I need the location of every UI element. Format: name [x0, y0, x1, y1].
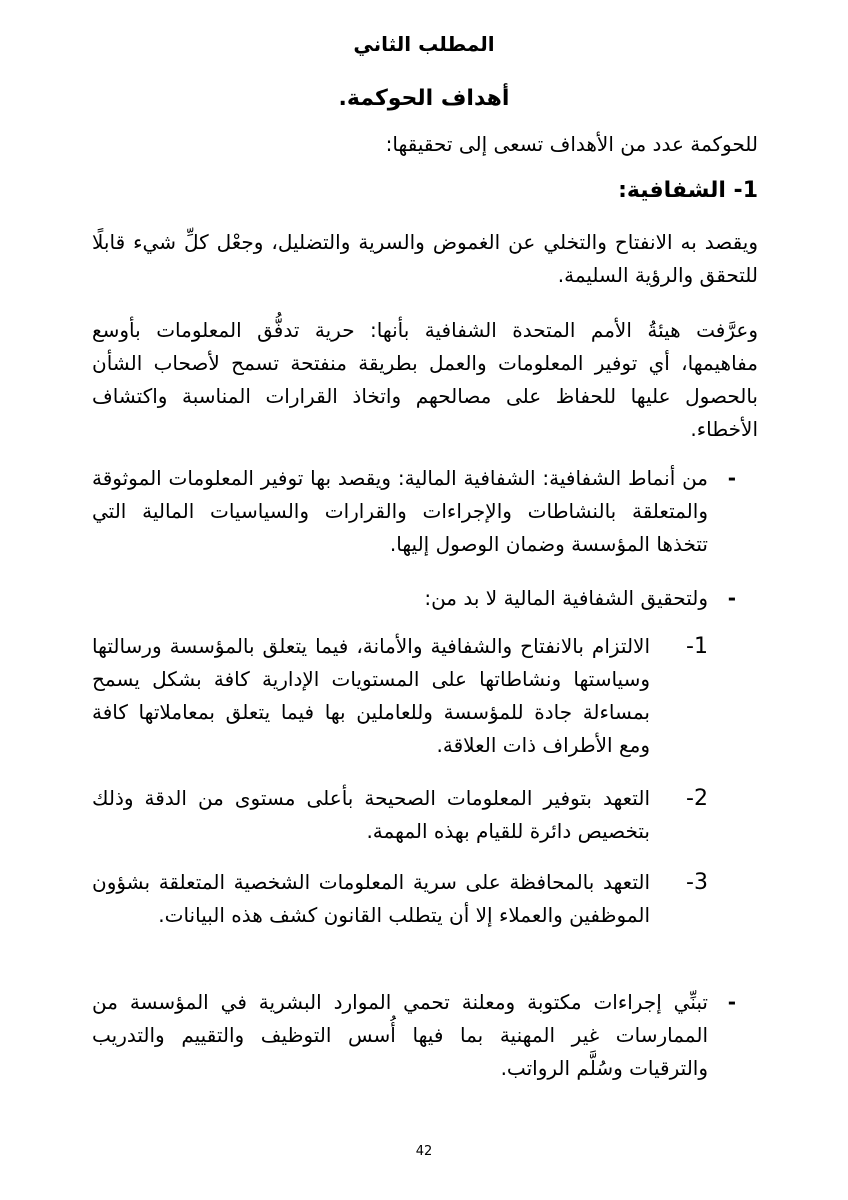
bullet-text: تبنِّي إجراءات مكتوبة ومعلنة تحمي الموارد البشرية في المؤسسة من الممارسات غير المهنية بما فيها أُسس التوظيف والتقييم والتدريب والترقيات وسُلَّم الرواتب. [92, 990, 708, 1080]
bullet-text: من أنماط الشفافية: الشفافية المالية: ويقصد بها توفير المعلومات الموثوقة والمتعلقة بالنشاطات والإجراءات والقرارات والسياسيات المالية التي تتخذها المؤسسة وضمان الوصول إليها. [92, 466, 708, 556]
numbered-text: التعهد بالمحافظة على سرية المعلومات الشخصية المتعلقة بشؤون الموظفين والعملاء إلا أن يتطلب القانون كشف هذه البيانات. [92, 870, 650, 927]
intro-paragraph: للحوكمة عدد من الأهداف تسعى إلى تحقيقها: [385, 132, 758, 156]
numbered-item [92, 630, 758, 762]
numbered-text: التعهد بتوفير المعلومات الصحيحة بأعلى مستوى من الدقة وذلك بتخصيص دائرة للقيام بهذه المهمة. [92, 786, 650, 843]
numbered-item [92, 782, 758, 848]
numbered-item [92, 866, 758, 932]
page-number: 42 [415, 1144, 433, 1159]
bullet-text: ولتحقيق الشفافية المالية لا بد من: [424, 586, 708, 610]
bullet-item [92, 582, 758, 615]
paragraph-un-definition: وعرَّفت هيئةُ الأمم المتحدة الشفافية بأنها: حرية تدفُّق المعلومات بأوسع مفاهيمها، أي توفير المعلومات والعمل بطريقة منفتحة تسمح لأصحاب الشأن بالحصول عليها للحفاظ على مصالحهم واتخاذ القرارات المناسبة واكتشاف الأخطاء. [92, 318, 758, 441]
paragraph-definition: ويقصد به الانفتاح والتخلي عن الغموض والسرية والتضليل، وجعْل كلِّ شيء قابلًا للتحقق والرؤية السليمة. [92, 230, 758, 287]
number-marker: 3- [686, 870, 708, 895]
numbered-text: الالتزام بالانفتاح والشفافية والأمانة، فيما يتعلق بالمؤسسة ورسالتها وسياستها ونشاطاتها على المستويات الإدارية كافة بشكل يسمح بمساءلة جادة للمؤسسة وللعاملين بها فيما يتعلق بمعاملاتها كافة ومع الأطراف ذات العلاقة. [92, 634, 650, 757]
number-marker: 2- [686, 786, 708, 811]
subheading-transparency: 1- الشفافية: [618, 178, 758, 203]
bullet-item [92, 986, 758, 1085]
bullet-marker: - [727, 466, 736, 490]
page-title: أهداف الحوكمة. [338, 86, 510, 111]
section-label: المطلب الثاني [353, 32, 495, 56]
bullet-marker: - [727, 990, 736, 1014]
number-marker: 1- [686, 634, 708, 659]
bullet-marker: - [727, 586, 736, 610]
bullet-item [92, 462, 758, 561]
